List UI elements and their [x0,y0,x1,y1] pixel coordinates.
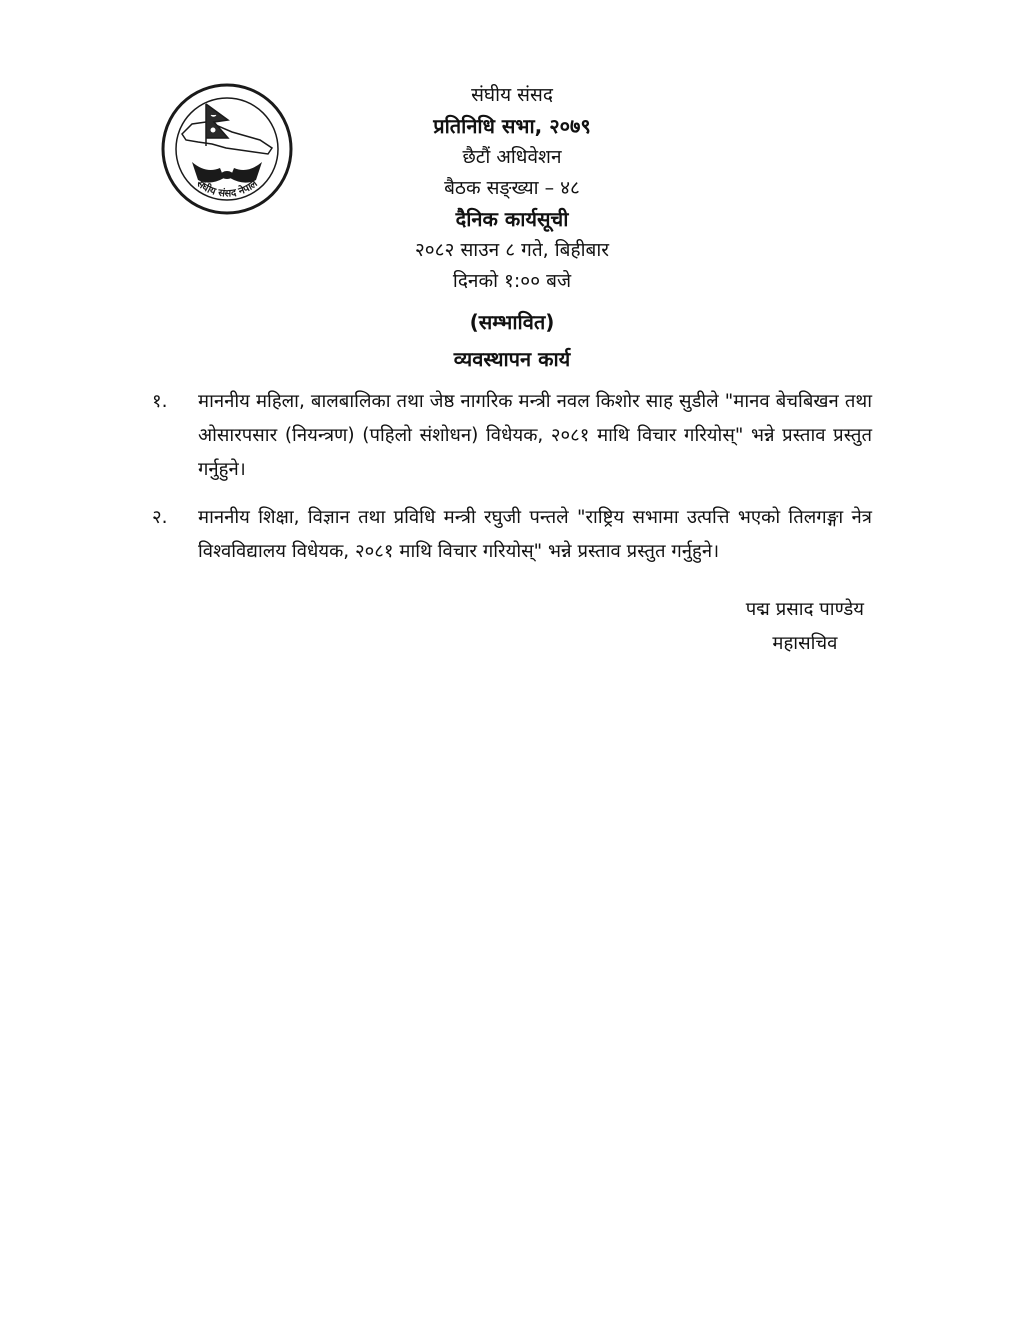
meeting-number: बैठक सङ्ख्या – ४८ [444,177,580,199]
logo-ring-text: संघीय संसद नेपाल [194,178,260,200]
parliament-name: संघीय संसद [471,84,553,106]
agenda-item-text: माननीय शिक्षा, विज्ञान तथा प्रविधि मन्त्री रघुजी पन्तले "राष्ट्रिय सभामा उत्पत्ति भएको तिलगङ्गा नेत्र विश्वविद्यालय विधेयक, २०८१ माथि विचार गरियोस्" भन्ने प्रस्ताव प्रस्तुत गर्नुहुने। [198,507,872,562]
house-name: प्रतिनिधि सभा, २०७९ [433,114,591,138]
agenda-item-text: माननीय महिला, बालबालिका तथा जेष्ठ नागरिक मन्त्री नवल किशोर साह सुडीले "मानव बेचबिखन तथा ओसारपसार (नियन्त्रण) (पहिलो संशोधन) विधेयक, २०८१ माथि विचार गरियोस्" भन्ने प्रस्ताव प्रस्तुत गर्नुहुने। [198,391,872,480]
section-heading: व्यवस्थापन कार्य [453,347,571,371]
agenda-item-number: १. [152,391,168,412]
agenda-item-number: २. [152,507,168,528]
agenda-item [152,385,872,487]
document-header [0,80,1024,375]
agenda-list [152,385,872,583]
signatory-name: पद्म प्रसाद पाण्डेय [745,599,864,620]
meeting-time: दिनको १:०० बजे [452,270,572,292]
agenda-item [152,501,872,569]
signatory-title: महासचिव [772,633,838,654]
agenda-status: (सम्भावित) [469,310,555,334]
meeting-date: २०८२ साउन ८ गते, बिहीबार [414,239,610,261]
session-name: छैटौं अधिवेशन [462,146,562,168]
signature-block [746,593,864,661]
agenda-title: दैनिक कार्यसूची [455,207,569,231]
